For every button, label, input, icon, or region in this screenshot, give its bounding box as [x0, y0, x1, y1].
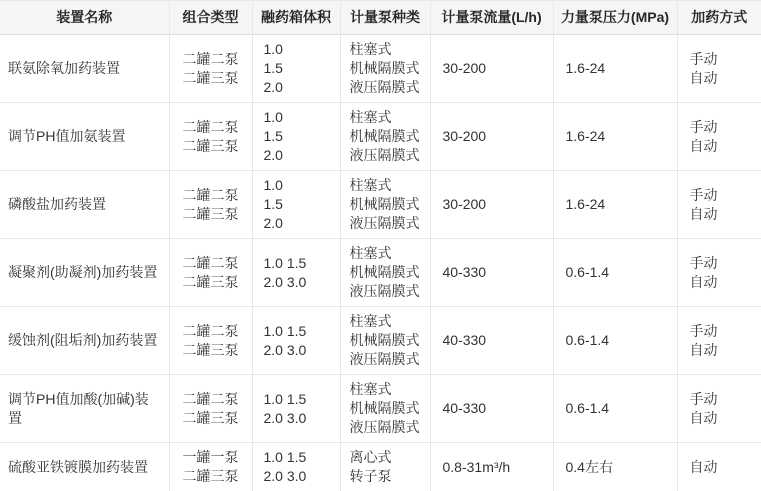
cell-flow [430, 307, 553, 375]
cell-line: 自动 [690, 69, 754, 88]
cell-flow [430, 35, 553, 103]
cell-line: 1.0 1.5 [264, 254, 332, 273]
cell-line: 离心式 [350, 448, 422, 467]
cell-line: 自动 [690, 273, 754, 292]
cell-line: 2.0 [264, 214, 332, 233]
cell-line: 手动 [690, 390, 754, 409]
cell-line: 二罐二泵 [173, 186, 249, 205]
cell-line: 二罐三泵 [173, 205, 249, 224]
cell-mode [677, 103, 761, 171]
cell-mode [677, 307, 761, 375]
column-header-tank: 融药箱体积 [252, 1, 340, 35]
cell-line: 0.4左右 [566, 458, 669, 477]
cell-device [0, 307, 169, 375]
column-header-pressure: 力量泵压力(MPa) [553, 1, 677, 35]
cell-line: 液压隔膜式 [350, 282, 422, 301]
cell-flow [430, 103, 553, 171]
cell-tank [252, 35, 340, 103]
cell-device [0, 443, 169, 491]
cell-tank [252, 103, 340, 171]
cell-tank [252, 239, 340, 307]
cell-line: 手动 [690, 186, 754, 205]
cell-pressure [553, 375, 677, 443]
cell-pressure [553, 35, 677, 103]
cell-flow [430, 375, 553, 443]
cell-tank [252, 171, 340, 239]
cell-tank [252, 307, 340, 375]
header-row [0, 1, 761, 35]
cell-device [0, 35, 169, 103]
cell-line: 1.0 1.5 [264, 390, 332, 409]
cell-line: 柱塞式 [350, 40, 422, 59]
cell-pump-type [340, 171, 430, 239]
cell-line: 二罐三泵 [173, 69, 249, 88]
cell-line: 二罐三泵 [173, 341, 249, 360]
column-header-flow: 计量泵流量(L/h) [430, 1, 553, 35]
column-header-mode: 加药方式 [677, 1, 761, 35]
cell-device [0, 171, 169, 239]
cell-line: 磷酸盐加药装置 [8, 195, 161, 214]
cell-line: 0.8-31m³/h [443, 458, 545, 477]
cell-line: 转子泵 [350, 467, 422, 486]
cell-line: 1.5 [264, 59, 332, 78]
cell-line: 自动 [690, 205, 754, 224]
cell-line: 2.0 3.0 [264, 273, 332, 292]
table-body [0, 35, 761, 491]
cell-pump-type [340, 307, 430, 375]
cell-line: 液压隔膜式 [350, 146, 422, 165]
cell-mode [677, 443, 761, 491]
cell-line: 自动 [690, 137, 754, 156]
cell-flow [430, 443, 553, 491]
cell-device [0, 375, 169, 443]
cell-line: 2.0 3.0 [264, 467, 332, 486]
cell-mode [677, 35, 761, 103]
cell-pressure [553, 239, 677, 307]
cell-line: 二罐二泵 [173, 390, 249, 409]
cell-pressure [553, 443, 677, 491]
cell-combo [169, 35, 252, 103]
table-row [0, 239, 761, 307]
cell-combo [169, 307, 252, 375]
cell-line: 手动 [690, 322, 754, 341]
cell-combo [169, 375, 252, 443]
cell-line: 机械隔膜式 [350, 331, 422, 350]
cell-line: 1.5 [264, 195, 332, 214]
cell-line: 液压隔膜式 [350, 78, 422, 97]
cell-line: 机械隔膜式 [350, 399, 422, 418]
cell-line: 2.0 3.0 [264, 341, 332, 360]
cell-line: 柱塞式 [350, 380, 422, 399]
cell-line: 自动 [690, 409, 754, 428]
cell-line: 机械隔膜式 [350, 195, 422, 214]
cell-line: 40-330 [443, 399, 545, 418]
cell-line: 0.6-1.4 [566, 399, 669, 418]
cell-line: 40-330 [443, 263, 545, 282]
cell-pressure [553, 171, 677, 239]
cell-line: 柱塞式 [350, 244, 422, 263]
cell-combo [169, 171, 252, 239]
cell-combo [169, 103, 252, 171]
cell-line: 柱塞式 [350, 312, 422, 331]
cell-line: 2.0 [264, 78, 332, 97]
cell-line: 液压隔膜式 [350, 214, 422, 233]
table-row [0, 171, 761, 239]
cell-line: 二罐三泵 [173, 137, 249, 156]
cell-line: 二罐二泵 [173, 322, 249, 341]
cell-pump-type [340, 443, 430, 491]
cell-line: 调节PH值加氨装置 [8, 127, 161, 146]
cell-line: 柱塞式 [350, 176, 422, 195]
cell-line: 机械隔膜式 [350, 59, 422, 78]
column-header-combo: 组合类型 [169, 1, 252, 35]
cell-line: 1.0 1.5 [264, 448, 332, 467]
cell-line: 二罐二泵 [173, 118, 249, 137]
cell-pump-type [340, 35, 430, 103]
cell-line: 自动 [690, 341, 754, 360]
cell-line: 凝聚剂(助凝剂)加药装置 [8, 263, 161, 282]
cell-line: 1.0 [264, 40, 332, 59]
cell-line: 自动 [690, 458, 754, 477]
cell-line: 30-200 [443, 195, 545, 214]
cell-line: 30-200 [443, 59, 545, 78]
cell-device [0, 103, 169, 171]
cell-flow [430, 171, 553, 239]
cell-line: 缓蚀剂(阻垢剂)加药装置 [8, 331, 161, 350]
cell-line: 2.0 3.0 [264, 409, 332, 428]
cell-device [0, 239, 169, 307]
cell-line: 二罐二泵 [173, 254, 249, 273]
cell-line: 一罐一泵 [173, 448, 249, 467]
cell-line: 柱塞式 [350, 108, 422, 127]
cell-line: 二罐二泵 [173, 50, 249, 69]
cell-line: 机械隔膜式 [350, 263, 422, 282]
cell-combo [169, 239, 252, 307]
cell-line: 1.6-24 [566, 195, 669, 214]
cell-flow [430, 239, 553, 307]
cell-line: 1.5 [264, 127, 332, 146]
cell-line: 1.6-24 [566, 59, 669, 78]
cell-line: 1.6-24 [566, 127, 669, 146]
cell-line: 液压隔膜式 [350, 350, 422, 369]
cell-line: 2.0 [264, 146, 332, 165]
cell-line: 机械隔膜式 [350, 127, 422, 146]
cell-line: 1.0 [264, 176, 332, 195]
cell-line: 硫酸亚铁镀膜加药装置 [8, 458, 161, 477]
cell-mode [677, 171, 761, 239]
cell-line: 40-330 [443, 331, 545, 350]
cell-line: 1.0 1.5 [264, 322, 332, 341]
table-row [0, 375, 761, 443]
cell-line: 液压隔膜式 [350, 418, 422, 437]
cell-mode [677, 239, 761, 307]
cell-line: 手动 [690, 50, 754, 69]
cell-line: 二罐三泵 [173, 273, 249, 292]
table-header [0, 1, 761, 35]
cell-line: 0.6-1.4 [566, 331, 669, 350]
cell-line: 调节PH值加酸(加碱)装置 [8, 390, 161, 428]
cell-line: 二罐三泵 [173, 467, 249, 486]
column-header-device: 装置名称 [0, 1, 169, 35]
cell-pressure [553, 103, 677, 171]
cell-line: 30-200 [443, 127, 545, 146]
cell-mode [677, 375, 761, 443]
table-row [0, 35, 761, 103]
cell-pump-type [340, 375, 430, 443]
table-row [0, 443, 761, 491]
column-header-pump-type: 计量泵种类 [340, 1, 430, 35]
cell-combo [169, 443, 252, 491]
cell-tank [252, 375, 340, 443]
cell-line: 联氨除氧加药装置 [8, 59, 161, 78]
table-row [0, 103, 761, 171]
cell-pump-type [340, 103, 430, 171]
cell-line: 1.0 [264, 108, 332, 127]
cell-pressure [553, 307, 677, 375]
cell-line: 手动 [690, 254, 754, 273]
cell-pump-type [340, 239, 430, 307]
table-row [0, 307, 761, 375]
cell-line: 二罐三泵 [173, 409, 249, 428]
cell-line: 手动 [690, 118, 754, 137]
cell-tank [252, 443, 340, 491]
cell-line: 0.6-1.4 [566, 263, 669, 282]
